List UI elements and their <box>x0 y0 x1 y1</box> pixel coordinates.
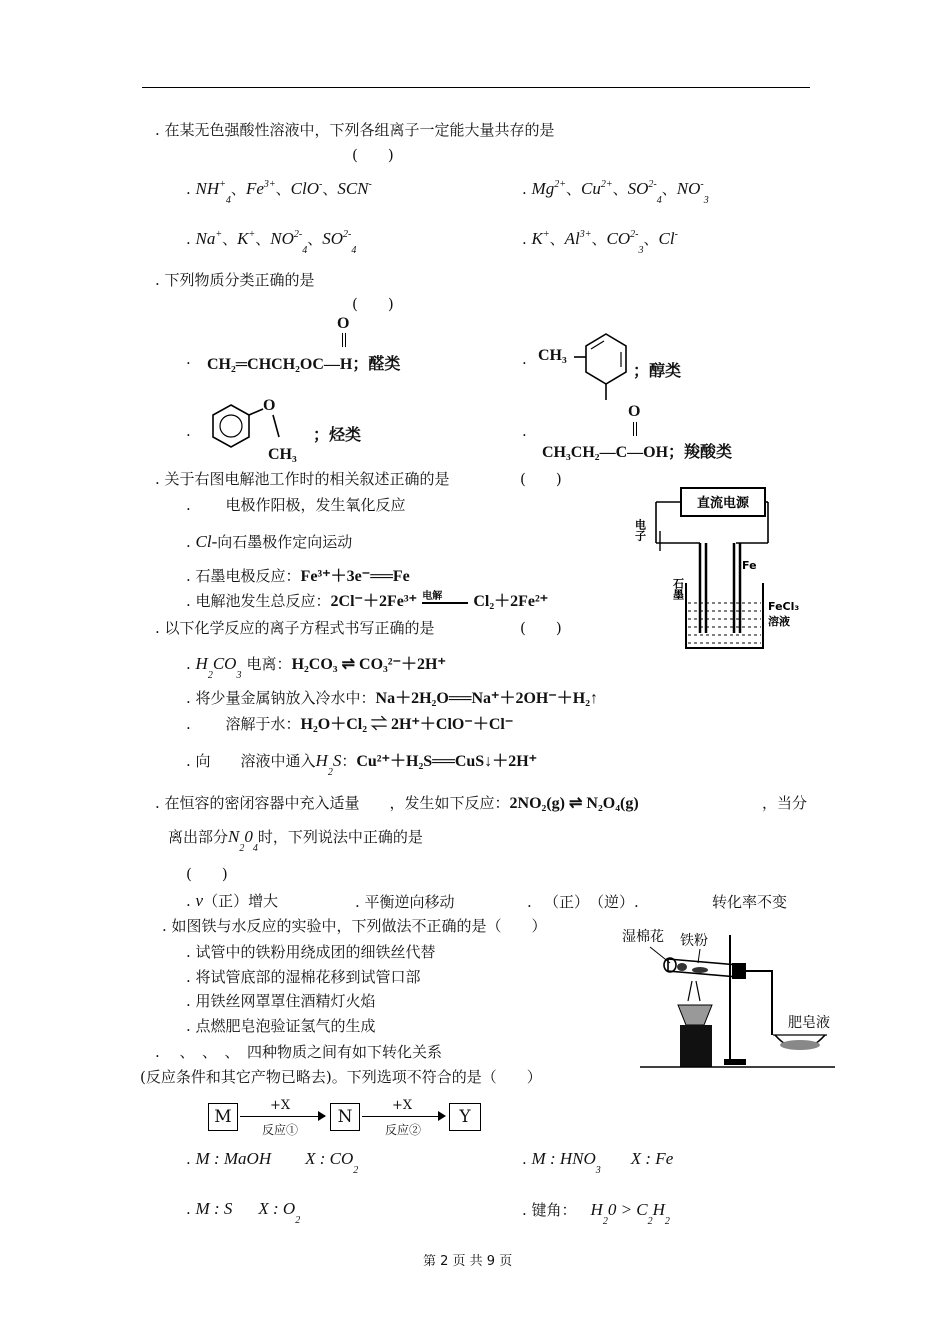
q5-option-d[interactable]: 转化率不变 <box>712 893 788 911</box>
arrow2-line <box>362 1116 444 1117</box>
q2-bracket: ( ) <box>352 295 394 313</box>
q2-d-formula[interactable]: CH₃CH₂—C—OH；羧酸类 <box>542 444 733 461</box>
q2-c-ch3: CH₃ <box>268 446 297 463</box>
q4-option-c[interactable]: . 溶解于水：H₂O＋Cl₂ ⇌ 2H⁺＋ClO⁻＋Cl⁻ <box>186 715 514 733</box>
q6-option-c[interactable]: . 用铁丝网罩罩住酒精灯火焰 <box>186 992 376 1010</box>
q3-bracket: ( ) <box>520 470 562 488</box>
q3-option-d[interactable]: . 电解池发生总反应：2Cl⁻＋2Fe³⁺ 电解 Cl₂＋2Fe²⁺ <box>186 590 549 610</box>
electron-label: 电子 <box>633 519 647 541</box>
q1-bracket: ( ) <box>352 146 394 164</box>
q2-a-carbonyl-o: O <box>337 315 350 332</box>
soap-label: 肥皂液 <box>788 1015 830 1031</box>
q5-option-a[interactable]: . v（正）增大 <box>186 891 279 910</box>
q6-option-d[interactable]: . 点燃肥皂泡验证氢气的生成 <box>186 1017 376 1035</box>
reaction1-label: 反应① <box>262 1123 299 1137</box>
arrow1-line <box>240 1116 325 1117</box>
q1-option-b[interactable]: . $Mg^{2+}$、$Cu^{2+}$、$SO^{2-}_4$、$NO^-_3$ <box>522 179 709 206</box>
q2-b-class: ；醇类 <box>633 363 682 380</box>
q7-option-d[interactable]: . 键角： $H_20 > C_2H_2$ <box>522 1200 670 1227</box>
q2-c-class: ；烃类 <box>313 427 362 444</box>
q7-stem2: (反应条件和其它产物已略去)。下列选项不符合的是（ ） <box>140 1068 542 1086</box>
fecl3-label: FeCl₃ <box>768 600 800 613</box>
q7-option-b[interactable]: . M : $HNO_3X$ : Fe <box>522 1149 674 1176</box>
q5-line2: 离出部分$N_20_4$时，下列说法中正确的是 <box>168 827 423 854</box>
q4-option-b[interactable]: . 将少量金属钠放入冷水中：Na＋2H₂O══Na⁺＋2OH⁻＋H₂↑ <box>186 689 599 707</box>
q4-bracket: ( ) <box>520 619 562 637</box>
graphite-label: 石墨 <box>671 578 685 600</box>
header-rule <box>142 87 810 88</box>
q2-a-formula[interactable]: CH₂═CHCH₂OC—H；醛类 <box>207 356 401 373</box>
wet-cotton-label: 湿棉花 <box>622 929 664 945</box>
q2-b-benzene-ring <box>574 330 634 402</box>
q5-stem-end: ，当分 <box>762 794 808 812</box>
q3-option-b[interactable]: . Cl-向石墨极作定向运动 <box>186 532 353 551</box>
q2-stem: . 下列物质分类正确的是 <box>155 271 315 289</box>
q5-option-c[interactable]: . （正） （逆）. <box>527 893 639 911</box>
q1-option-c[interactable]: . Na+、K+、$NO^{2-}_4$、$SO^{2-}_4$ <box>186 229 357 256</box>
power-supply-label: 直流电源 <box>696 496 750 511</box>
q1-stem: . 在某无色强酸性溶液中，下列各组离子一定能大量共存的是 <box>155 121 555 139</box>
arrow1-label: +X <box>270 1098 291 1113</box>
q2-d-carbonyl-o: O <box>628 403 641 420</box>
q5-option-b[interactable]: . 平衡逆向移动 <box>355 893 455 911</box>
q4-option-d[interactable]: . 向 溶液中通入$H_2S$：Cu²⁺＋H₂S══CuS↓＋2H⁺ <box>186 751 538 778</box>
electrolysis-cell-diagram <box>633 483 803 655</box>
q6-option-b[interactable]: . 将试管底部的湿棉花移到试管口部 <box>186 968 421 986</box>
node-m: M <box>208 1103 238 1131</box>
q6-stem: . 如图铁与水反应的实验中，下列做法不正确的是（ ） <box>162 917 547 935</box>
reaction2-label: 反应② <box>385 1123 422 1137</box>
node-y: Y <box>449 1103 481 1131</box>
q3-option-a[interactable]: . 电极作阳极，发生氧化反应 <box>186 496 406 514</box>
fe-electrode-label: Fe <box>742 559 757 572</box>
q5-bracket: ( ) <box>186 865 228 883</box>
page-footer: 第 2 页 共 9 页 <box>423 1254 513 1269</box>
solution-label: 溶液 <box>768 615 790 628</box>
q4-option-a[interactable]: . $H_2CO_3$ 电离：H₂CO₃ ⇌ CO₃²⁻＋2H⁺ <box>186 654 446 681</box>
q7-option-a[interactable]: . M : MaOH X : $CO_2$ <box>186 1149 359 1176</box>
q7-option-c[interactable]: . M : S X : $O_2$ <box>186 1199 301 1226</box>
q4-stem: . 以下化学反应的离子方程式书写正确的是 <box>155 619 435 637</box>
q3-stem: . 关于右图电解池工作时的相关叙述正确的是 <box>155 470 450 488</box>
q1-option-a[interactable]: . $NH^+_4$、$Fe^{3+}$、ClO-、SCN- <box>186 179 372 206</box>
iron-water-apparatus-diagram <box>620 925 852 1075</box>
q5-stem: . 在恒容的密闭容器中充入适量 ，发生如下反应：2NO₂(g) ⇌ N₂O₄(g) <box>155 794 639 812</box>
q2-c-o: O <box>263 397 276 414</box>
iron-powder-label: 铁粉 <box>680 933 708 949</box>
node-n: N <box>330 1103 360 1131</box>
q6-option-a[interactable]: . 试管中的铁粉用绕成团的细铁丝代替 <box>186 943 436 961</box>
q3-option-c[interactable]: . 石墨电极反应：Fe³⁺＋3e⁻══Fe <box>186 567 410 585</box>
q7-stem: . 、 、 、 四种物质之间有如下转化关系 <box>155 1043 443 1061</box>
q2-b-methyl: CH₃ <box>538 347 567 364</box>
q1-option-d[interactable]: . K+、$Al^{3+}$、$CO^{2-}_3$、Cl- <box>522 229 678 256</box>
arrow2-label: +X <box>392 1098 413 1113</box>
